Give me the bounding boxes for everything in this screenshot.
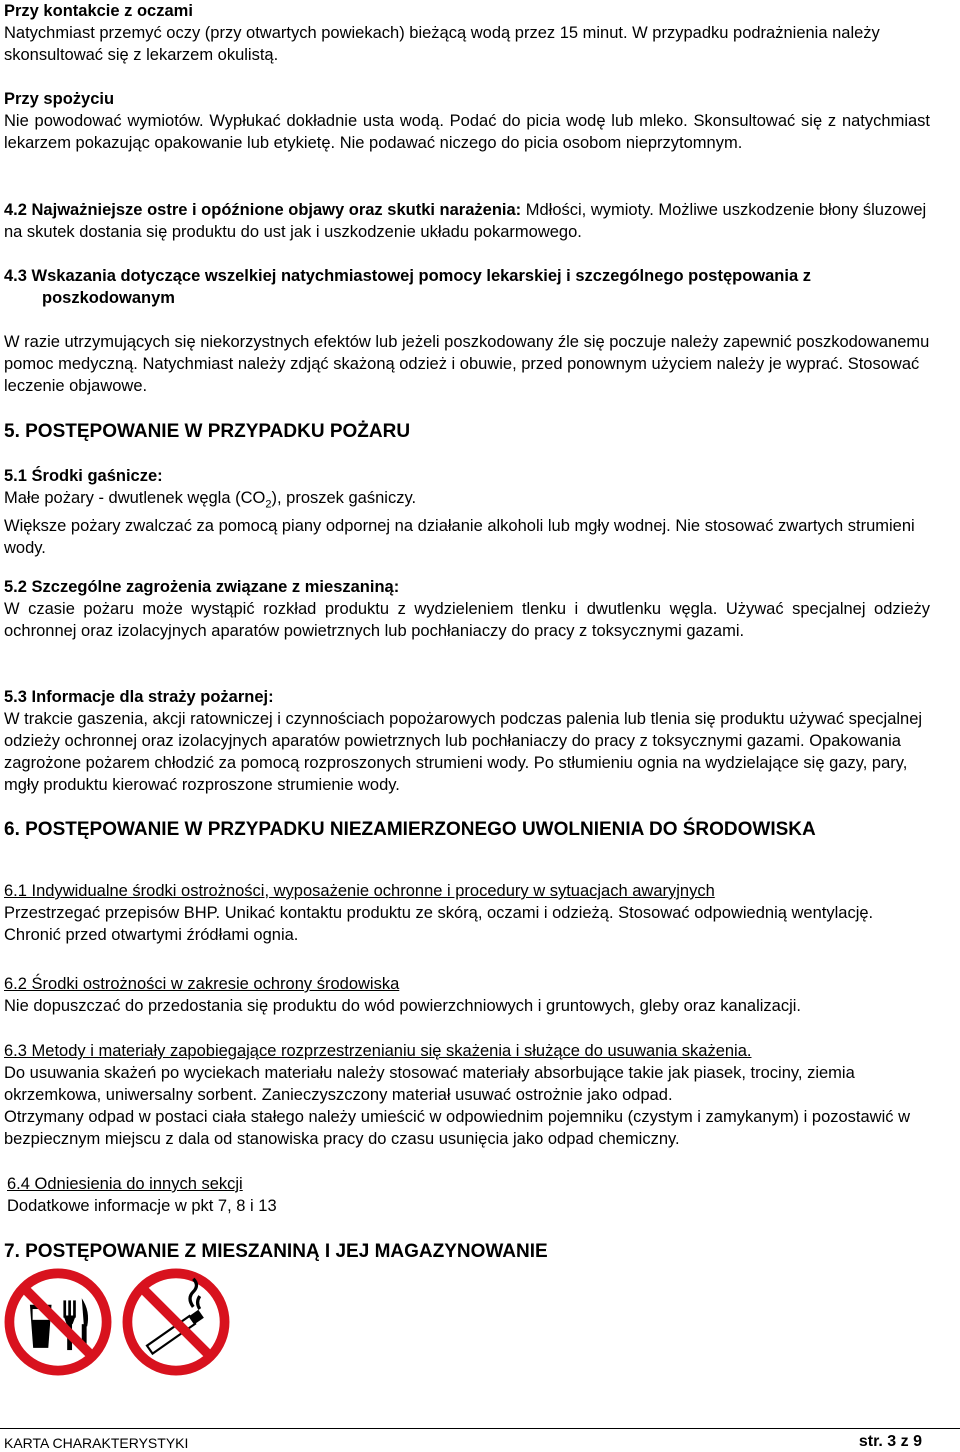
- section-text: W czasie pożaru może wystąpić rozkład produktu z wydzieleniem tlenku i dwutlenku węgla. Używać specjalnej odzieży ochronnej oraz izolacyjnych aparatów powietrznych lub pochłaniaczy do pracy z toksycznymi gazami.: [4, 600, 930, 640]
- footer-divider: [0, 1428, 960, 1429]
- section-6-1: [4, 880, 930, 946]
- footer-document-title: KARTA CHARAKTERYSTYKI: [4, 1435, 189, 1451]
- section-text: [4, 487, 930, 515]
- section-title: 5.3 Informacje dla straży pożarnej:: [4, 688, 274, 706]
- no-eating-drinking-icon: [4, 1268, 112, 1376]
- subscript: 2: [265, 498, 272, 511]
- section-ingestion: [4, 88, 930, 154]
- section-5: [4, 420, 930, 444]
- section-title: 6.2 Środki ostrożności w zakresie ochrony środowiska: [4, 975, 400, 993]
- section-text: Nie powodować wymiotów. Wypłukać dokładnie usta wodą. Podać do picia wodę lub mleko. Skonsultować się z natychmiast lekarzem pokazując opakowanie lub etykietę. Nie podawać niczego do picia osobom nieprzytomnym.: [4, 112, 930, 152]
- section-title: 5.1 Środki gaśnicze:: [4, 467, 163, 485]
- section-text: Otrzymany odpad w postaci ciała stałego należy umieścić w odpowiednim pojemniku (czystym i zamykanym) i pozostawić w bezpiecznym miejscu z dala od stanowiska pracy do czasu usunięcia jako odpad chemiczny.: [4, 1108, 911, 1148]
- section-title: 6.1 Indywidualne środki ostrożności, wyposażenie ochronne i procedury w sytuacjach awaryjnych: [4, 882, 715, 900]
- section-text: Do usuwania skażeń po wyciekach materiału należy stosować materiały absorbujące takie jak piasek, trociny, ziemia okrzemkowa, uniwersalny sorbent. Zanieczyszczony materiał usuwać ostrożnie jako odpad.: [4, 1064, 855, 1104]
- section-text: Nie dopuszczać do przedostania się produktu do wód powierzchniowych i gruntowych, gleby oraz kanalizacji.: [4, 997, 802, 1015]
- section-heading: 5. POSTĘPOWANIE W PRZYPADKU POŻARU: [4, 421, 411, 442]
- section-title: 5.2 Szczególne zagrożenia związane z mieszaniną:: [4, 578, 400, 596]
- section-4-3: [4, 265, 930, 397]
- safety-signs: [4, 1268, 230, 1376]
- section-text: Większe pożary zwalczać za pomocą piany odpornej na działanie alkoholi lub mgły wodnej. Nie stosować zwartych strumieni wody.: [4, 517, 915, 558]
- section-text: Przestrzegać przepisów BHP. Unikać kontaktu produktu ze skórą, oczami i odzieżą. Stosować odpowiednią wentylację. Chronić przed otwartymi źródłami ognia.: [4, 904, 874, 944]
- section-title: 4.3 Wskazania dotyczące wszelkiej natychmiastowej pomocy lekarskiej i szczególnego postępowania z poszkodowanym: [4, 267, 811, 307]
- section-heading: 6. POSTĘPOWANIE W PRZYPADKU NIEZAMIERZONEGO UWOLNIENIA DO ŚRODOWISKA: [4, 819, 816, 840]
- section-text: W razie utrzymujących się niekorzystnych efektów lub jeżeli poszkodowany źle się poczuje należy zapewnić poszkodowanemu pomoc medyczną. Natychmiast należy zdjąć skażoną odzież i obuwie, przed ponownym użyciem należy je wyprać. Stosować leczenie objawowe.: [4, 333, 930, 395]
- section-title: 6.4 Odniesienia do innych sekcji: [7, 1175, 243, 1193]
- section-title: 6.3 Metody i materiały zapobiegające rozprzestrzenianiu się skażenia i służące do usuwania skażenia.: [4, 1042, 752, 1060]
- section-title: Przy spożyciu: [4, 90, 115, 108]
- section-7: [4, 1240, 930, 1264]
- section-text: Dodatkowe informacje w pkt 7, 8 i 13: [7, 1197, 277, 1215]
- section-text: Natychmiast przemyć oczy (przy otwartych powiekach) bieżącą wodą przez 15 minut. W przypadku podrażnienia należy skonsultować się z lekarzem okulistą.: [4, 24, 880, 64]
- section-6-4: [7, 1173, 930, 1217]
- section-5-3: [4, 686, 930, 796]
- section-6: [4, 818, 930, 842]
- section-heading: 7. POSTĘPOWANIE Z MIESZANINĄ I JEJ MAGAZYNOWANIE: [4, 1241, 548, 1262]
- text-part: ), proszek gaśniczy.: [271, 489, 417, 507]
- section-text: Mdłości, wymioty. Możliwe uszkodzenie błony śluzowej na skutek dostania się produktu do ust jak i uszkodzenie układu pokarmowego.: [4, 201, 927, 241]
- section-4-2: [4, 199, 930, 243]
- section-title: 4.2 Najważniejsze ostre i opóźnione objawy oraz skutki narażenia:: [4, 201, 522, 219]
- no-smoking-icon: [122, 1268, 230, 1376]
- section-title: Przy kontakcie z oczami: [4, 2, 193, 20]
- text-part: Małe pożary - dwutlenek węgla (CO: [4, 489, 266, 507]
- footer-page-number: str. 3 z 9: [858, 1433, 922, 1450]
- section-text: W trakcie gaszenia, akcji ratowniczej i czynnościach popożarowych podczas palenia lub tlenia się produktu używać specjalnej odzieży ochronnej oraz izolacyjnych aparatów powietrznych lub pochłaniaczy do pracy z toksycznymi gazami. Opakowania zagrożone pożarem chłodzić za pomocą rozproszonych strumieni wody. Po stłumieniu ognia na wydzielające się gazy, pary, mgły produktu kierować rozproszone strumienie wody.: [4, 710, 923, 794]
- section-eye-contact: [4, 0, 930, 66]
- section-6-3: [4, 1040, 930, 1150]
- section-5-2: [4, 576, 930, 642]
- section-6-2: [4, 973, 930, 1017]
- section-paragraph: [4, 199, 930, 243]
- section-5-1: [4, 465, 930, 559]
